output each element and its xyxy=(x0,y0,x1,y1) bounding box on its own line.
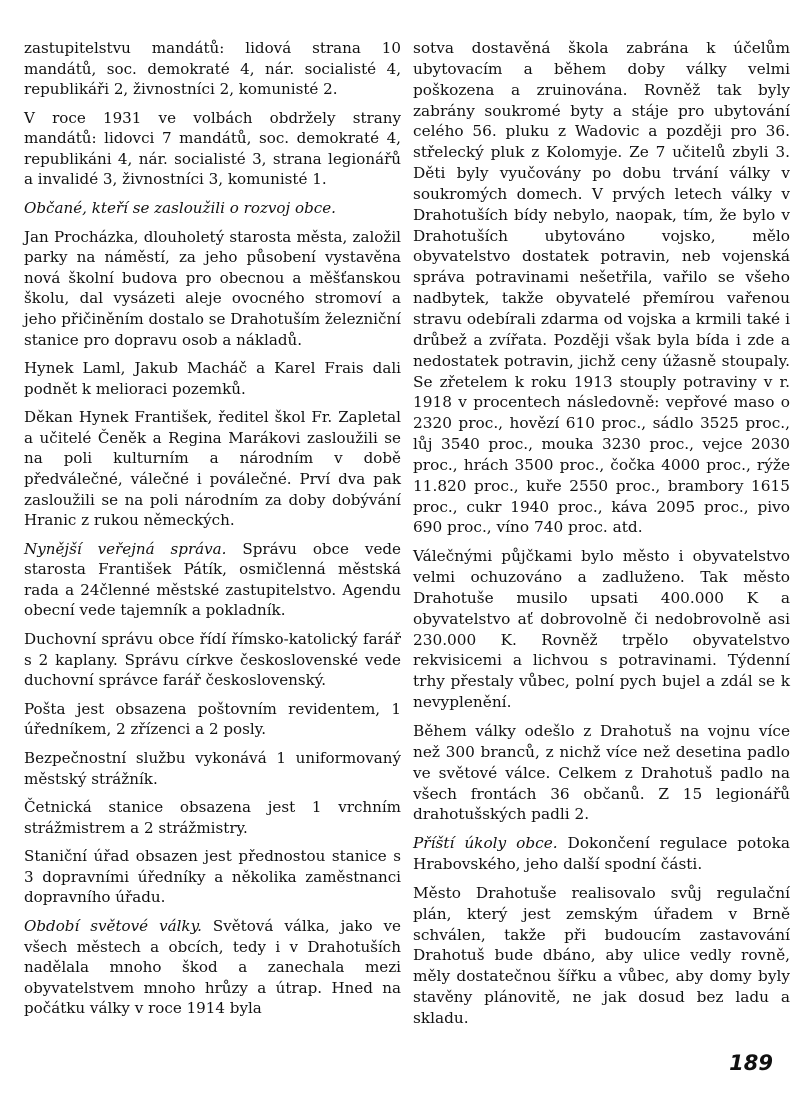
paragraph-text: Světová válka, jako ve všech městech a obcích, tedy i v Drahotuších nadělala mnoho škod a zanechala mezi obyvatelstvem mnoho hrůzy a útrap. Hned na počátku války v roce 1914 byla xyxy=(24,916,401,1018)
section-heading: Nynější veřejná správa. xyxy=(24,539,227,558)
paragraph-text: Hynek Laml, Jakub Macháč a Karel Frais dali podnět k melioraci pozemků. xyxy=(24,359,401,398)
paragraph xyxy=(413,833,790,875)
paragraph-text: Dokončení regulace potoka Hrabovského, jeho další spodní části. xyxy=(413,834,790,874)
paragraph xyxy=(24,539,401,621)
section-heading: Příští úkoly obce. xyxy=(413,834,558,853)
paragraph-text: Během války odešlo z Drahotuš na vojnu více než 300 branců, z nichž více než desetina padlo ve světové válce. Celkem z Drahotuš padlo na všech frontách 36 občanů. Z 15 legionářů drahotušských padli 2. xyxy=(413,722,790,824)
paragraph-text: Bezpečnostní službu vykonává 1 uniformovaný městský strážník. xyxy=(24,748,401,788)
paragraph xyxy=(24,748,401,789)
paragraph xyxy=(24,407,401,530)
paragraph-text: Staniční úřad obsazen jest přednostou stanice s 3 dopravními úředníky a několika zaměstnanci dopravního úřadu. xyxy=(24,847,401,907)
paragraph-text: Město Drahotuše realisovalo svůj regulační plán, který jest zemským úřadem v Brně schválen, takže při budoucím zastavování Drahotuš bude dbáno, aby ulice vedly rovně, měly dostatečnou šířku a vůbec, aby domy byly stavěny plánovitě, ne jak dosud bez ladu a skladu. xyxy=(413,883,790,1027)
left-column xyxy=(24,38,401,1027)
paragraph xyxy=(413,721,790,825)
paragraph-text: Děkan Hynek František, ředitel škol Fr. Zapletal a učitelé Čeněk a Regina Marákovi zasloužili se na poli kulturním a národním v době předválečné, válečné i poválečné. Prví dva pak zasloužili se na poli národním za doby dobývání Hranic z rukou německých. xyxy=(24,408,401,530)
right-column xyxy=(413,38,790,1037)
paragraph xyxy=(413,546,790,713)
paragraph xyxy=(24,108,401,190)
paragraph xyxy=(24,38,401,100)
paragraph xyxy=(24,358,401,399)
paragraph-text: zastupitelstvu mandátů: lidová strana 10 mandátů, soc. demokraté 4, nár. socialisté 4, republikáři 2, živnostníci 2, komunisté 2. xyxy=(24,39,401,99)
section-heading: Občané, kteří se zasloužili o rozvoj obce. xyxy=(24,199,336,218)
paragraph xyxy=(24,629,401,691)
paragraph-text: sotva dostavěná škola zabrána k účelům ubytovacím a během doby války velmi poškozena a zruinována. Rovněž tak byly zabrány soukromé byty a stáje pro ubytování celého 56. pluku z Wadovic a později pro 36. střelecký pluk z Kolomyje. Ze 7 učitelů zbyli 3. Děti byly vyučovány po dobu trvání války v soukromých domech. V prvých letech války v Drahotuších bídy nebylo, naopak, tím, že bylo v Drahotuších ubytováno vojsko, mělo obyvatelstvo dostatek potravin, neb vojenská správa potravinami nešetřila, vařilo se všeho nadbytek, takže obyvatelé přemírou vařenou stravu odebírali zdarma od vojska a krmili také i drůbež a zvířata. Později však byla bída i zde a nedostatek potravin, jichž ceny úžasně stoupaly. Se zřetelem k roku 1913 stouply potraviny v r. 1918 v procentech následovně: vepřové maso o 2320 proc., hovězí 610 proc., sádlo 3525 proc., lůj 3540 proc., mouka 3230 proc., vejce 2030 proc., hrách 3500 proc., čočka 4000 proc., rýže 11.820 proc., kuře 2550 proc., brambory 1615 proc., cukr 1940 proc., káva 2095 proc., pivo 690 proc., víno 740 proc. atd. xyxy=(413,39,790,537)
paragraph-text: Četnická stanice obsazena jest 1 vrchním strážmistrem a 2 strážmistry. xyxy=(24,798,401,837)
page-number: 189 xyxy=(729,1051,773,1075)
paragraph xyxy=(24,227,401,350)
paragraph xyxy=(24,916,401,1019)
paragraph xyxy=(24,699,401,740)
paragraph-text: V roce 1931 ve volbách obdržely strany mandátů: lidovci 7 mandátů, soc. demokraté 4, republikáni 4, nár. socialisté 3, strana legionářů a invalidé 3, živnostníci 3, komunisté 1. xyxy=(24,108,401,189)
paragraph xyxy=(413,883,790,1029)
paragraph xyxy=(413,38,790,538)
paragraph-text: Duchovní správu obce řídí římsko-katolický farář s 2 kaplany. Správu církve československé vede duchovní správce farář československý. xyxy=(24,630,401,690)
paragraph-text: Pošta jest obsazena poštovním revidentem, 1 úředníkem, 2 zřízenci a 2 posly. xyxy=(24,699,401,739)
paragraph-text: Jan Procházka, dlouholetý starosta města, založil parky na náměstí, za jeho působení vystavěna nová školní budova pro obecnou a měšťanskou školu, dal vysázeti aleje ovocného stromoví a jeho přičiněním dostalo se Drahotuším železniční stanice pro dopravu osob a nákladů. xyxy=(24,227,402,349)
paragraph xyxy=(24,846,401,908)
paragraph-text: Válečnými půjčkami bylo město i obyvatelstvo velmi ochuzováno a zadluženo. Tak město Drahotuše musilo upsati 400.000 K a obyvatelstvo ať dobrovolně či nedobrovolně asi 230.000 K. Rovněž trpělo obyvatelstvo rekvisicemi a lichvou s potravinami. Týdenní trhy přestaly vůbec, polní pych bujel a zdál se k nevyplenění. xyxy=(413,547,790,712)
paragraph-text: Správu obce vede starosta František Pátík, osmičlenná městská rada a 24členné městské zastupitelstvo. Agendu obecní vede tajemník a pokladník. xyxy=(24,539,401,620)
paragraph xyxy=(24,797,401,838)
paragraph xyxy=(24,198,401,219)
section-heading: Období světové války. xyxy=(24,916,202,935)
